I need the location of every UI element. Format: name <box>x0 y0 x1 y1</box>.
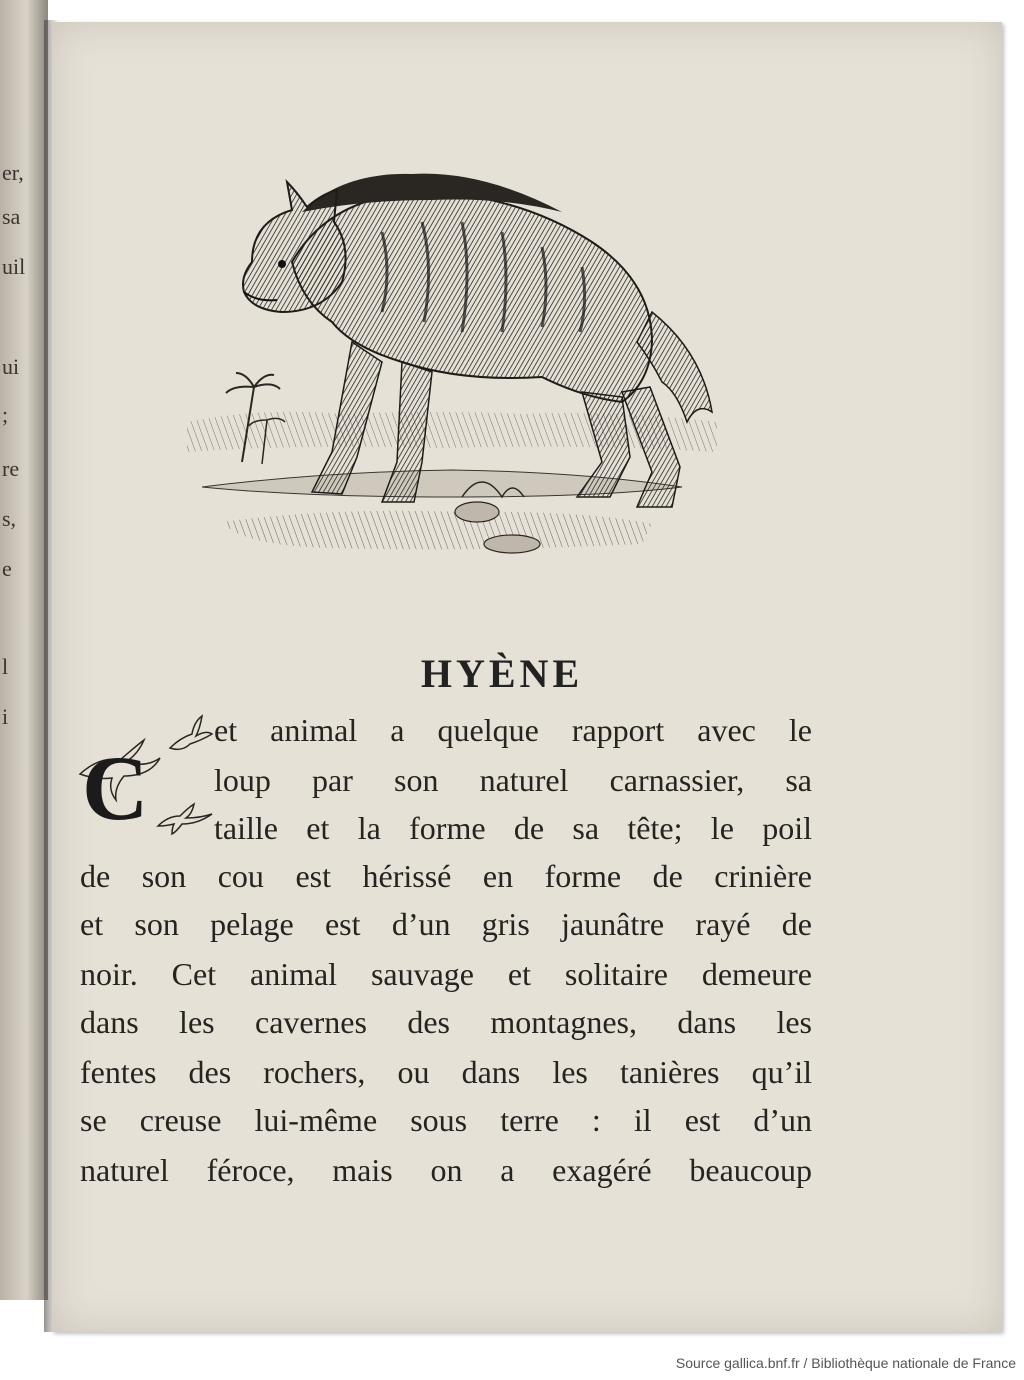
body-line: loup par son naturel carnassier, sa <box>214 762 812 798</box>
left-page-fragment: i <box>2 704 9 729</box>
left-page-fragment: ui <box>2 354 20 379</box>
left-page-fragment: l <box>2 654 9 679</box>
hyena-engraving-icon <box>182 152 722 582</box>
left-page-fragment: s, <box>2 506 17 531</box>
left-page-fragment: ; <box>2 402 9 427</box>
dropcap-letter: C <box>82 737 149 839</box>
body-line: et son pelage est d’un gris jaunâtre rayé de <box>80 906 812 942</box>
body-line: se creuse lui-même sous terre : il est d’un <box>80 1102 812 1138</box>
book-page <box>52 22 1002 1332</box>
body-line: naturel féroce, mais on a exagéré beaucoup <box>80 1152 812 1188</box>
source-credit: Source gallica.bnf.fr / Bibliothèque nationale de France <box>675 1355 1016 1371</box>
body-line: et animal a quelque rapport avec le <box>214 712 812 748</box>
body-line: dans les cavernes des montagnes, dans les <box>80 1004 812 1040</box>
left-page-fragment: er, <box>2 160 24 185</box>
left-page-fragment: uil <box>2 254 26 279</box>
body-line: noir. Cet animal sauvage et solitaire demeure <box>80 956 812 992</box>
left-page-fragment: e <box>2 556 12 581</box>
body-line: taille et la forme de sa tête; le poil <box>214 810 812 846</box>
ornamental-dropcap <box>74 700 216 860</box>
left-page-fragment: sa <box>2 204 21 229</box>
left-page-fragment: re <box>2 456 20 481</box>
left-page-edge <box>0 0 48 1300</box>
body-line: fentes des rochers, ou dans les tanières qu’il <box>80 1054 812 1090</box>
body-line: de son cou est hérissé en forme de crinière <box>80 858 812 894</box>
page-title: HYÈNE <box>420 651 584 696</box>
